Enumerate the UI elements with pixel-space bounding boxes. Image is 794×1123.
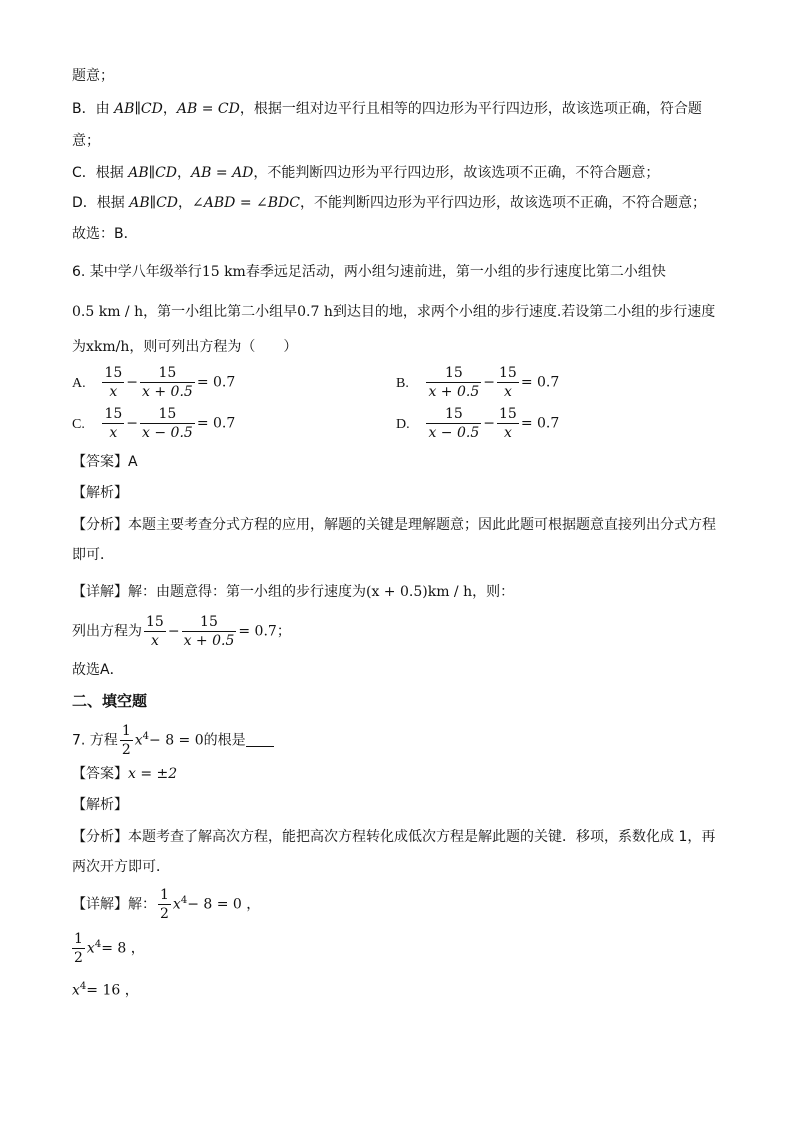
question-6-stem: 6. 某中学八年级举行15 km春季远足活动，两小组匀速前进，第一小组的步行速度比第二小组快 xyxy=(72,264,666,280)
analysis-label: 【解析】 xyxy=(72,797,128,813)
answer-choice-line: 故选A． xyxy=(72,662,124,678)
solution-step: 【详解】解： $\frac{1}{2}$ $x^4- 8 = 0$ ， xyxy=(72,887,261,922)
section-heading: 二、填空题 xyxy=(72,692,148,710)
question-6-stem: 0.5 km / h，第一小组比第二小组早0.7 h到达目的地，求两个小组的步行速度.若设第二小组的步行速度 xyxy=(72,304,716,320)
solution-step: $x^4= 16$ ， xyxy=(72,981,139,999)
analysis-text: 两次开方即可． xyxy=(72,859,170,875)
solution-text: 【详解】解：由题意得：第一小组的步行速度为(x + 0.5)km / h，则： xyxy=(72,584,515,600)
answer-label: 【答案】A xyxy=(72,454,138,470)
analysis-text: 【分析】本题考查了解高次方程，能把高次方程转化成低次方程是解此题的关键．移项，系数化成 1，再 xyxy=(72,829,716,845)
option-d-explanation: D．根据 AB∥CD，∠ABD = ∠BDC，不能判断四边形为平行四边形，故该选项不正确，不符合题意； xyxy=(72,195,706,211)
option-b-explanation: B．由 AB∥CD，AB = CD，根据一组对边平行且相等的四边形为平行四边形，故该选项正确，符合题 xyxy=(72,101,702,117)
option-c: C. $\frac{15}{x}$ − $\frac{15}{x - 0.5}$ = 0.7 xyxy=(72,406,236,441)
answer-blank xyxy=(246,732,274,747)
equation-line: 列出方程为 $\frac{15}{x}$ − $\frac{15}{x + 0.5}$ = 0.7； xyxy=(72,614,291,649)
text-line: 题意； xyxy=(72,68,114,84)
option-b: B. $\frac{15}{x + 0.5}$ − $\frac{15}{x}$ = 0.7 xyxy=(396,365,560,400)
answer-label: 【答案】x = ±2 xyxy=(72,766,178,782)
question-7-stem: 7. 方程 $\frac{1}{2}$ $x^4- 8 = 0$的根是 xyxy=(72,722,274,759)
option-c-explanation: C．根据 AB∥CD，AB = AD，不能判断四边形为平行四边形，故该选项不正确，不符合题意； xyxy=(72,165,660,181)
analysis-text: 【分析】本题主要考查分式方程的应用，解题的关键是理解题意；因此此题可根据题意直接列出分式方程 xyxy=(72,517,716,533)
solution-step: $\frac{1}{2}$ $x^4= 8$ ， xyxy=(74,931,145,966)
option-a: A. $\frac{15}{x}$ − $\frac{15}{x + 0.5}$ = 0.7 xyxy=(72,365,236,400)
question-6-stem: 为xkm/h，则可列出方程为（ ） xyxy=(72,339,298,355)
answer-choice-line: 故选：B． xyxy=(72,226,138,242)
analysis-label: 【解析】 xyxy=(72,485,128,501)
text-line: 意； xyxy=(72,133,100,149)
analysis-text: 即可． xyxy=(72,547,114,563)
option-d: D. $\frac{15}{x - 0.5}$ − $\frac{15}{x}$ = 0.7 xyxy=(396,406,560,441)
